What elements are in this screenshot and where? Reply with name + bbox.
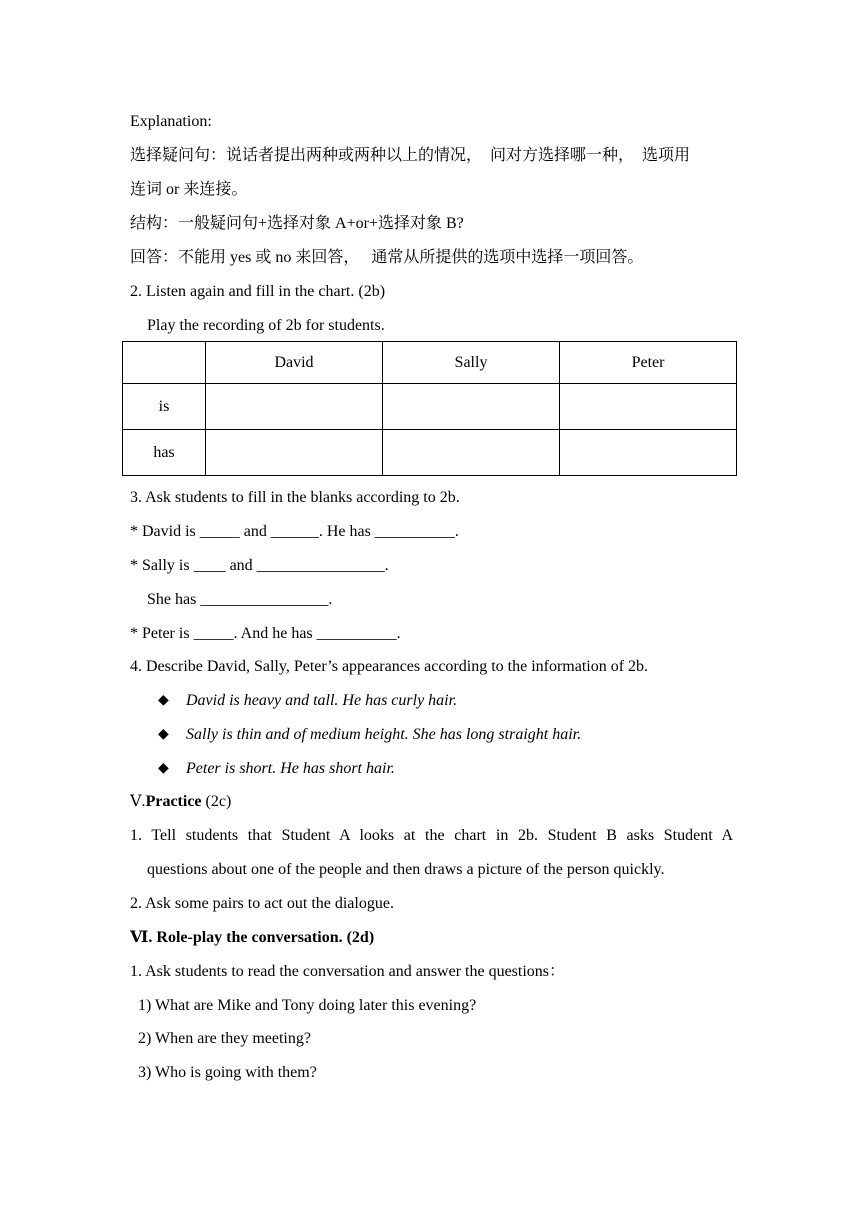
step3-title: 3. Ask students to fill in the blanks according to 2b.	[130, 489, 460, 506]
chart-blank-cell[interactable]	[560, 430, 737, 476]
description-david: David is heavy and tall. He has curly hair.	[186, 692, 458, 709]
chart-row	[123, 384, 737, 430]
section6-heading: Ⅵ. Role-play the conversation. (2d)	[130, 929, 375, 946]
chart-blank-cell[interactable]	[206, 384, 383, 430]
step4-title: 4. Describe David, Sally, Peter’s appearances according to the information of 2b.	[130, 658, 649, 675]
explanation-line-1: 选择疑问句：说话者提出两种或两种以上的情况， 问对方选择哪一种， 选项用	[130, 147, 691, 164]
blank-david: * David is _____ and ______. He has __________.	[130, 523, 459, 540]
explanation-heading: Explanation:	[130, 113, 212, 130]
chart-blank-cell[interactable]	[383, 384, 560, 430]
chart-blank-cell[interactable]	[383, 430, 560, 476]
question-1: 1) What are Mike and Tony doing later this evening?	[138, 997, 477, 1014]
explanation-line-2: 连词 or 来连接。	[130, 181, 248, 198]
section5-numeral: Ⅴ.	[130, 793, 146, 810]
section5-item1-line2: questions about one of the people and then draws a picture of the person quickly.	[147, 861, 665, 878]
chart-blank-cell[interactable]	[206, 430, 383, 476]
chart-header-cell	[123, 342, 206, 384]
chart-row	[123, 430, 737, 476]
question-2: 2) When are they meeting?	[138, 1030, 311, 1047]
chart-header-cell: Peter	[560, 342, 737, 384]
blank-sally-has: She has ________________.	[147, 591, 333, 608]
blank-sally: * Sally is ____ and ________________.	[130, 557, 389, 574]
chart-row-label: is	[123, 384, 206, 430]
step2-note: Play the recording of 2b for students.	[147, 317, 385, 334]
chart-header-cell: David	[206, 342, 383, 384]
chart-header-cell: Sally	[383, 342, 560, 384]
description-peter: Peter is short. He has short hair.	[186, 760, 395, 777]
section5-item1-line1: 1. Tell students that Student A looks at the chart in 2b. Student B asks Student A	[130, 827, 733, 844]
chart-blank-cell[interactable]	[560, 384, 737, 430]
section5-title: Practice	[145, 793, 202, 810]
diamond-bullet-icon: ◆	[158, 727, 169, 742]
section5-item2: 2. Ask some pairs to act out the dialogue.	[130, 895, 394, 912]
section6-item1: 1. Ask students to read the conversation and answer the questions：	[130, 963, 566, 980]
chart-header-row	[123, 342, 737, 384]
blank-peter: * Peter is _____. And he has __________.	[130, 625, 401, 642]
chart-row-label: has	[123, 430, 206, 476]
description-sally: Sally is thin and of medium height. She has long straight hair.	[186, 726, 582, 743]
diamond-bullet-icon: ◆	[158, 761, 169, 776]
section5-heading	[130, 792, 231, 812]
step2-title: 2. Listen again and fill in the chart. (2b)	[130, 283, 386, 300]
section5-ref: (2c)	[205, 793, 232, 810]
structure-line: 结构：一般疑问句+选择对象 A+or+选择对象 B?	[130, 215, 464, 232]
fill-in-chart	[122, 341, 737, 476]
diamond-bullet-icon: ◆	[158, 693, 169, 708]
question-3: 3) Who is going with them?	[138, 1064, 317, 1081]
answer-line: 回答：不能用 yes 或 no 来回答， 通常从所提供的选项中选择一项回答。	[130, 249, 644, 266]
